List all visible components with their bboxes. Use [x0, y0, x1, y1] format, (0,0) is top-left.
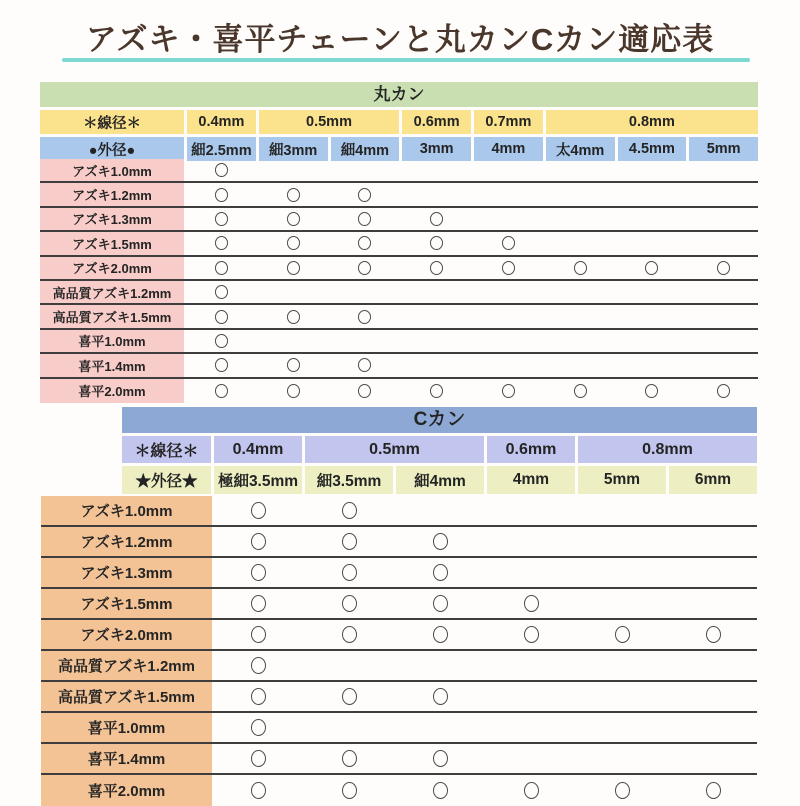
- ckan-mark-cell: [215, 651, 303, 680]
- ckan-outer-col-cell: 6mm: [669, 466, 757, 494]
- compat-mark-circle: [430, 261, 443, 275]
- marukan-mark-cell: [689, 183, 758, 205]
- marukan-wire-group-cell: 0.5mm: [259, 110, 400, 134]
- ckan-row-label: 高品質アズキ1.2mm: [41, 651, 212, 680]
- marukan-mark-cell: [618, 159, 687, 181]
- marukan-mark-cell: [474, 354, 543, 376]
- marukan-mark-cell: [331, 354, 400, 376]
- marukan-mark-cell: [187, 232, 256, 254]
- ckan-mark-cell: [397, 775, 485, 806]
- marukan-mark-cell: [474, 232, 543, 254]
- ckan-table-row: [41, 744, 757, 775]
- marukan-table-row: [40, 159, 758, 183]
- marukan-mark-cell: [689, 305, 758, 327]
- compat-mark-circle: [358, 261, 371, 275]
- marukan-table-row: [40, 354, 758, 378]
- compat-mark-circle: [251, 533, 266, 550]
- marukan-mark-cell: [546, 183, 615, 205]
- compat-mark-circle: [251, 595, 266, 612]
- marukan-outer-col-cell: 3mm: [402, 137, 471, 161]
- marukan-mark-cell: [259, 159, 328, 181]
- ckan-mark-cell: [578, 682, 666, 711]
- marukan-mark-cell: [618, 208, 687, 230]
- marukan-row-label: 喜平1.4mm: [40, 354, 184, 376]
- marukan-mark-cell: [474, 379, 543, 403]
- marukan-mark-cell: [474, 159, 543, 181]
- compat-mark-circle: [342, 688, 357, 705]
- marukan-outer-diameter-label: ●外径●: [40, 137, 184, 161]
- compat-mark-circle: [433, 564, 448, 581]
- compat-mark-circle: [215, 212, 228, 226]
- compat-mark-circle: [342, 502, 357, 519]
- ckan-mark-cell: [669, 682, 757, 711]
- compat-mark-circle: [287, 261, 300, 275]
- ckan-mark-cell: [488, 589, 576, 618]
- marukan-mark-cell: [187, 281, 256, 303]
- marukan-mark-cell: [689, 232, 758, 254]
- marukan-mark-cell: [474, 183, 543, 205]
- marukan-mark-cell: [331, 257, 400, 279]
- ckan-mark-cell: [215, 496, 303, 525]
- compat-mark-circle: [251, 782, 266, 799]
- compat-mark-circle: [251, 502, 266, 519]
- marukan-mark-cell: [402, 281, 471, 303]
- ckan-mark-cell: [306, 496, 394, 525]
- marukan-wire-group-cell: 0.8mm: [546, 110, 758, 134]
- compat-mark-circle: [342, 533, 357, 550]
- ckan-mark-cell: [306, 527, 394, 556]
- compat-mark-circle: [615, 626, 630, 643]
- marukan-mark-cell: [259, 257, 328, 279]
- ckan-mark-cell: [306, 744, 394, 773]
- marukan-wire-group-cell: 0.4mm: [187, 110, 256, 134]
- ckan-mark-cell: [578, 651, 666, 680]
- marukan-mark-cell: [546, 159, 615, 181]
- marukan-mark-cell: [618, 379, 687, 403]
- ckan-table-row: [41, 651, 757, 682]
- compat-mark-circle: [342, 626, 357, 643]
- ckan-mark-cell: [488, 651, 576, 680]
- compat-mark-circle: [358, 212, 371, 226]
- ckan-mark-cell: [488, 496, 576, 525]
- ckan-mark-cell: [488, 713, 576, 742]
- compat-mark-circle: [433, 533, 448, 550]
- marukan-row-label: 喜平2.0mm: [40, 379, 184, 403]
- ckan-table-row: [41, 620, 757, 651]
- ckan-outer-diameter-row: [122, 466, 757, 494]
- marukan-mark-cell: [618, 257, 687, 279]
- marukan-mark-cell: [331, 159, 400, 181]
- marukan-mark-cell: [259, 330, 328, 352]
- marukan-mark-cell: [689, 159, 758, 181]
- compat-mark-circle: [433, 626, 448, 643]
- marukan-mark-cell: [402, 305, 471, 327]
- marukan-mark-cell: [187, 305, 256, 327]
- marukan-mark-cell: [689, 354, 758, 376]
- ckan-table-row: [41, 775, 757, 806]
- compat-mark-circle: [433, 688, 448, 705]
- compat-mark-circle: [524, 595, 539, 612]
- marukan-mark-cell: [259, 281, 328, 303]
- marukan-table-row: [40, 232, 758, 256]
- compat-mark-circle: [645, 384, 658, 398]
- ckan-mark-cell: [488, 682, 576, 711]
- compat-mark-circle: [706, 626, 721, 643]
- ckan-mark-cell: [215, 713, 303, 742]
- ckan-mark-cell: [397, 620, 485, 649]
- marukan-mark-cell: [474, 208, 543, 230]
- ckan-mark-cell: [215, 682, 303, 711]
- ckan-mark-cell: [397, 558, 485, 587]
- ckan-mark-cell: [215, 775, 303, 806]
- marukan-table-body: [40, 159, 758, 403]
- marukan-caption: 丸カン: [40, 82, 758, 107]
- marukan-mark-cell: [331, 208, 400, 230]
- compat-mark-circle: [215, 310, 228, 324]
- page-title: アズキ・喜平チェーンと丸カンCカン適応表: [85, 22, 715, 57]
- marukan-row-label: アズキ1.2mm: [40, 183, 184, 205]
- ckan-mark-cell: [215, 527, 303, 556]
- ckan-row-label: 喜平1.4mm: [41, 744, 212, 773]
- ckan-row-label: アズキ2.0mm: [41, 620, 212, 649]
- marukan-mark-cell: [402, 183, 471, 205]
- ckan-table-row: [41, 682, 757, 713]
- compat-mark-circle: [215, 285, 228, 299]
- compat-mark-circle: [615, 782, 630, 799]
- ckan-row-label: アズキ1.5mm: [41, 589, 212, 618]
- ckan-mark-cell: [669, 527, 757, 556]
- ckan-outer-col-cell: 4mm: [487, 466, 575, 494]
- compat-mark-circle: [287, 358, 300, 372]
- ckan-mark-cell: [669, 775, 757, 806]
- marukan-table-row: [40, 305, 758, 329]
- marukan-mark-cell: [402, 330, 471, 352]
- marukan-table-row: [40, 208, 758, 232]
- ckan-table-row: [41, 527, 757, 558]
- compat-mark-circle: [251, 626, 266, 643]
- marukan-mark-cell: [331, 281, 400, 303]
- ckan-row-label: 高品質アズキ1.5mm: [41, 682, 212, 711]
- marukan-mark-cell: [474, 330, 543, 352]
- marukan-mark-cell: [546, 208, 615, 230]
- ckan-table-row: [41, 589, 757, 620]
- marukan-wire-diameter-label: ＊線径＊: [40, 110, 184, 134]
- marukan-mark-cell: [402, 232, 471, 254]
- marukan-mark-cell: [474, 305, 543, 327]
- marukan-table-row: [40, 257, 758, 281]
- ckan-mark-cell: [397, 713, 485, 742]
- ckan-outer-col-cell: 5mm: [578, 466, 666, 494]
- marukan-row-label: アズキ1.0mm: [40, 159, 184, 181]
- compat-mark-circle: [502, 236, 515, 250]
- compat-mark-circle: [287, 310, 300, 324]
- compat-mark-circle: [358, 358, 371, 372]
- compat-mark-circle: [358, 188, 371, 202]
- marukan-outer-col-cell: 細4mm: [331, 137, 400, 161]
- compat-mark-circle: [524, 626, 539, 643]
- marukan-outer-col-cell: 4.5mm: [618, 137, 687, 161]
- ckan-mark-cell: [669, 744, 757, 773]
- compat-mark-circle: [287, 236, 300, 250]
- compat-mark-circle: [430, 212, 443, 226]
- compat-mark-circle: [342, 564, 357, 581]
- compat-mark-circle: [433, 750, 448, 767]
- marukan-row-label: アズキ1.3mm: [40, 208, 184, 230]
- marukan-mark-cell: [689, 257, 758, 279]
- marukan-row-label: アズキ1.5mm: [40, 232, 184, 254]
- compat-mark-circle: [524, 782, 539, 799]
- compat-mark-circle: [502, 384, 515, 398]
- marukan-mark-cell: [546, 281, 615, 303]
- compat-mark-circle: [645, 261, 658, 275]
- marukan-row-label: アズキ2.0mm: [40, 257, 184, 279]
- ckan-mark-cell: [578, 496, 666, 525]
- compat-mark-circle: [717, 384, 730, 398]
- compat-mark-circle: [251, 719, 266, 736]
- marukan-row-label: 喜平1.0mm: [40, 330, 184, 352]
- marukan-mark-cell: [259, 354, 328, 376]
- marukan-table-row: [40, 281, 758, 305]
- compat-mark-circle: [358, 236, 371, 250]
- compat-mark-circle: [433, 595, 448, 612]
- marukan-mark-cell: [546, 379, 615, 403]
- ckan-row-label: アズキ1.3mm: [41, 558, 212, 587]
- marukan-mark-cell: [618, 232, 687, 254]
- ckan-row-label: 喜平1.0mm: [41, 713, 212, 742]
- marukan-mark-cell: [402, 159, 471, 181]
- ckan-wire-group-cell: 0.5mm: [305, 436, 484, 463]
- ckan-mark-cell: [215, 589, 303, 618]
- ckan-mark-cell: [578, 527, 666, 556]
- compat-mark-circle: [502, 261, 515, 275]
- marukan-outer-col-cell: 細2.5mm: [187, 137, 256, 161]
- compat-mark-circle: [342, 782, 357, 799]
- ckan-row-label: アズキ1.2mm: [41, 527, 212, 556]
- marukan-mark-cell: [331, 379, 400, 403]
- ckan-mark-cell: [306, 589, 394, 618]
- compat-mark-circle: [717, 261, 730, 275]
- marukan-wire-diameter-row: [40, 110, 758, 134]
- ckan-mark-cell: [669, 651, 757, 680]
- marukan-mark-cell: [689, 330, 758, 352]
- marukan-mark-cell: [546, 305, 615, 327]
- ckan-mark-cell: [578, 620, 666, 649]
- compat-mark-circle: [430, 236, 443, 250]
- marukan-table-header: [40, 82, 758, 161]
- marukan-outer-col-cell: 5mm: [689, 137, 758, 161]
- compat-mark-circle: [358, 310, 371, 324]
- marukan-mark-cell: [187, 330, 256, 352]
- ckan-mark-cell: [488, 620, 576, 649]
- compat-mark-circle: [433, 782, 448, 799]
- marukan-mark-cell: [187, 379, 256, 403]
- compat-mark-circle: [342, 750, 357, 767]
- compat-mark-circle: [342, 595, 357, 612]
- compat-mark-circle: [251, 657, 266, 674]
- ckan-mark-cell: [488, 527, 576, 556]
- marukan-mark-cell: [187, 183, 256, 205]
- ckan-mark-cell: [669, 496, 757, 525]
- marukan-table-row: [40, 183, 758, 207]
- ckan-table-row: [41, 496, 757, 527]
- ckan-table-row: [41, 558, 757, 589]
- compat-mark-circle: [251, 750, 266, 767]
- marukan-mark-cell: [259, 379, 328, 403]
- marukan-mark-cell: [331, 183, 400, 205]
- ckan-row-label: アズキ1.0mm: [41, 496, 212, 525]
- marukan-mark-cell: [546, 232, 615, 254]
- marukan-outer-col-cell: 4mm: [474, 137, 543, 161]
- marukan-mark-cell: [546, 257, 615, 279]
- marukan-outer-col-cell: 太4mm: [546, 137, 615, 161]
- marukan-table-row: [40, 330, 758, 354]
- ckan-mark-cell: [215, 558, 303, 587]
- compat-mark-circle: [287, 188, 300, 202]
- ckan-mark-cell: [397, 651, 485, 680]
- compat-mark-circle: [215, 384, 228, 398]
- ckan-wire-group-cell: 0.6mm: [487, 436, 575, 463]
- compat-mark-circle: [215, 261, 228, 275]
- ckan-mark-cell: [306, 775, 394, 806]
- compat-mark-circle: [574, 261, 587, 275]
- marukan-mark-cell: [474, 257, 543, 279]
- ckan-mark-cell: [669, 713, 757, 742]
- marukan-mark-cell: [402, 208, 471, 230]
- ckan-table-header: [122, 407, 757, 494]
- ckan-wire-group-cell: 0.8mm: [578, 436, 757, 463]
- ckan-table-body: [41, 496, 757, 806]
- ckan-outer-col-cell: 細4mm: [396, 466, 484, 494]
- marukan-mark-cell: [187, 257, 256, 279]
- marukan-outer-diameter-row: [40, 137, 758, 161]
- ckan-mark-cell: [215, 620, 303, 649]
- marukan-wire-group-cell: 0.7mm: [474, 110, 543, 134]
- marukan-mark-cell: [187, 354, 256, 376]
- ckan-mark-cell: [488, 558, 576, 587]
- ckan-outer-col-cell: 極細3.5mm: [214, 466, 302, 494]
- ckan-mark-cell: [306, 713, 394, 742]
- ckan-mark-cell: [397, 744, 485, 773]
- marukan-mark-cell: [689, 208, 758, 230]
- marukan-mark-cell: [259, 305, 328, 327]
- ckan-mark-cell: [578, 558, 666, 587]
- ckan-mark-cell: [397, 682, 485, 711]
- ckan-caption: Cカン: [122, 407, 757, 433]
- compat-mark-circle: [251, 564, 266, 581]
- compat-mark-circle: [215, 163, 228, 177]
- marukan-row-label: 高品質アズキ1.5mm: [40, 305, 184, 327]
- ckan-row-label: 喜平2.0mm: [41, 775, 212, 806]
- marukan-mark-cell: [331, 305, 400, 327]
- ckan-mark-cell: [669, 589, 757, 618]
- ckan-mark-cell: [669, 558, 757, 587]
- ckan-mark-cell: [397, 496, 485, 525]
- ckan-mark-cell: [306, 620, 394, 649]
- ckan-wire-diameter-label: ＊線径＊: [122, 436, 211, 463]
- marukan-mark-cell: [546, 330, 615, 352]
- compat-mark-circle: [287, 384, 300, 398]
- ckan-mark-cell: [578, 744, 666, 773]
- title-underline: [62, 58, 750, 62]
- ckan-mark-cell: [578, 775, 666, 806]
- marukan-mark-cell: [331, 330, 400, 352]
- marukan-mark-cell: [331, 232, 400, 254]
- marukan-outer-col-cell: 細3mm: [259, 137, 328, 161]
- ckan-outer-col-cell: 細3.5mm: [305, 466, 393, 494]
- compat-mark-circle: [287, 212, 300, 226]
- marukan-mark-cell: [402, 257, 471, 279]
- compat-mark-circle: [215, 188, 228, 202]
- ckan-mark-cell: [397, 589, 485, 618]
- ckan-wire-group-cell: 0.4mm: [214, 436, 302, 463]
- marukan-mark-cell: [618, 281, 687, 303]
- marukan-row-label: 高品質アズキ1.2mm: [40, 281, 184, 303]
- ckan-mark-cell: [578, 713, 666, 742]
- compat-mark-circle: [251, 688, 266, 705]
- ckan-mark-cell: [488, 775, 576, 806]
- compat-mark-circle: [706, 782, 721, 799]
- ckan-mark-cell: [306, 682, 394, 711]
- marukan-mark-cell: [546, 354, 615, 376]
- marukan-mark-cell: [187, 159, 256, 181]
- ckan-mark-cell: [306, 651, 394, 680]
- ckan-mark-cell: [669, 620, 757, 649]
- marukan-mark-cell: [259, 183, 328, 205]
- marukan-mark-cell: [474, 281, 543, 303]
- marukan-table-row: [40, 379, 758, 403]
- ckan-mark-cell: [488, 744, 576, 773]
- marukan-mark-cell: [187, 208, 256, 230]
- marukan-mark-cell: [402, 354, 471, 376]
- ckan-wire-diameter-row: [122, 436, 757, 463]
- compat-mark-circle: [430, 384, 443, 398]
- compat-mark-circle: [215, 358, 228, 372]
- marukan-mark-cell: [618, 354, 687, 376]
- ckan-mark-cell: [578, 589, 666, 618]
- ckan-outer-diameter-label: ★外径★: [122, 466, 211, 494]
- ckan-table-row: [41, 713, 757, 744]
- compat-mark-circle: [574, 384, 587, 398]
- ckan-mark-cell: [306, 558, 394, 587]
- marukan-mark-cell: [618, 305, 687, 327]
- compat-mark-circle: [358, 384, 371, 398]
- ckan-mark-cell: [397, 527, 485, 556]
- marukan-mark-cell: [618, 330, 687, 352]
- compat-mark-circle: [215, 236, 228, 250]
- compat-mark-circle: [215, 334, 228, 348]
- marukan-mark-cell: [689, 379, 758, 403]
- marukan-mark-cell: [402, 379, 471, 403]
- marukan-mark-cell: [689, 281, 758, 303]
- marukan-wire-group-cell: 0.6mm: [402, 110, 471, 134]
- marukan-mark-cell: [618, 183, 687, 205]
- ckan-mark-cell: [215, 744, 303, 773]
- marukan-mark-cell: [259, 208, 328, 230]
- marukan-mark-cell: [259, 232, 328, 254]
